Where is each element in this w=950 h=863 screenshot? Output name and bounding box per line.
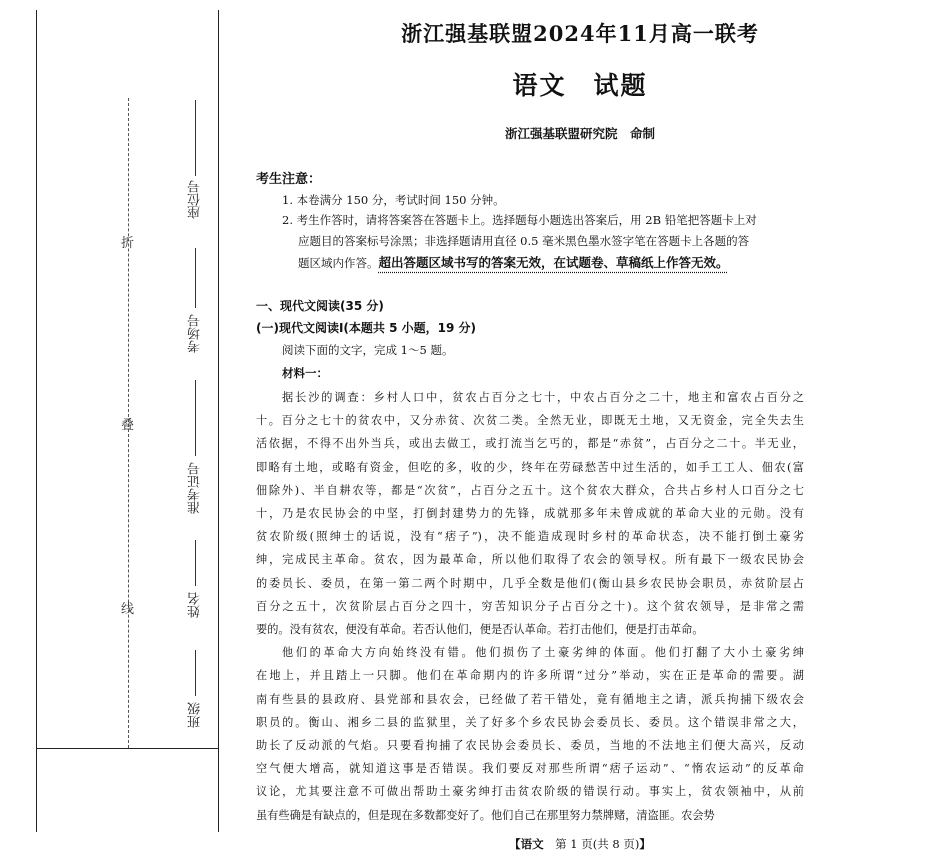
- exam-title: 浙江强基联盟2024年11月高一联考: [401, 21, 759, 46]
- passage-line: 南有些县的县政府、县党部和县农会，已经做了若干错处，竟有循地主之请，派兵拘捕下级农会: [256, 692, 804, 706]
- field-class-label: 班级: [188, 702, 203, 728]
- fold-char-1: 折: [121, 236, 135, 251]
- passage-line: 活依据，不得不出外当兵，或出去做工，或打流当乞丐的，都是“赤贫”，占百分之二十。半无业，: [256, 437, 804, 451]
- passage-line: 虽有些确是有缺点的，但是现在多数都变好了。他们自己在那里努力禁牌赌，清盗匪。农会势: [256, 808, 715, 822]
- notice-item-1: 1. 本卷满分 150 分，考试时间 150 分钟。: [282, 193, 505, 207]
- passage-line: 的委员长、委员，在第一第二两个时期中，几乎全数是他们(衡山县乡农民协会职员，赤贫阶层占: [256, 576, 804, 590]
- notice-item-2-line-2: 应题目的答案标号涂黑；非选择题请用直径 0.5 毫米黑色墨水签字笔在答题卡上各题的答: [298, 234, 750, 248]
- material-label: 材料一：: [282, 366, 328, 380]
- field-exam-room[interactable]: [186, 248, 210, 378]
- footer-subject-tag: 语文: [520, 837, 544, 851]
- passage-line: 即略有土地，或略有资金，但吃的多，收的少，终年在劳碌愁苦中过生活的，如手工工人、佃农(富: [256, 460, 804, 474]
- field-class[interactable]: [186, 650, 210, 750]
- passage-line: 他们的革命大方向始终没有错。他们损伤了土豪劣绅的体面。他们打翻了大小土豪劣绅: [282, 646, 804, 660]
- passage-line: 助长了反动派的气焰。只要看拘捕了农民协会委员长、委员，当地的不法地主们便大高兴，反动: [256, 739, 804, 752]
- passage-line: 十。百分之七十的贫农中，又分赤贫、次贫二类。全然无业，即既无土地，又无资金，完全失去生: [256, 414, 804, 428]
- passage-line: 百分之五十，次贫阶层占百分之四十，穷苦知识分子占百分之十)。这个贫农领导，是非常之需: [256, 599, 804, 613]
- field-name[interactable]: [186, 540, 210, 650]
- passage-line: 绅，完成民主革命。贫农，因为最革命，所以他们取得了农会的领导权。所有最下一级农民协会: [256, 553, 804, 567]
- passage-line: 在地上，并且踏上一只脚。他们在革命期内的许多所谓“过分”举动，实在正是革命的需要。湖: [256, 669, 804, 683]
- field-exam-room-label: 考场号: [188, 314, 203, 353]
- field-class-line: [195, 650, 196, 696]
- notice-emphasis: 超出答题区域书写的答案无效，在试题卷、草稿纸上作答无效。: [378, 255, 729, 270]
- sub-section-heading: (一)现代文阅读Ⅰ(本题共 5 小题，19 分): [256, 321, 476, 335]
- passage-line: 议论，尤其要注意不可做出帮助土豪劣绅打击贫农阶级的错误行动。事实上，贫农领袖中，从前: [256, 785, 804, 799]
- field-name-line: [195, 540, 196, 586]
- section-heading: 一、现代文阅读(35 分): [256, 299, 384, 313]
- field-admission-ticket-label: 准考证号: [188, 462, 203, 514]
- page-footer: 【语文 第 1 页(共 8 页)】: [509, 837, 651, 851]
- field-admission-ticket-line: [195, 380, 196, 456]
- binding-strip-outer-line: [36, 10, 37, 832]
- notice-item-2-line-3: [298, 253, 729, 271]
- binding-strip-inner-line: [218, 10, 219, 832]
- field-seat-number[interactable]: [186, 100, 210, 240]
- fold-char-3: 线: [121, 602, 135, 617]
- passage-line: 职员的。衡山、湘乡二县的监狱里，关了好多个乡农民协会委员长、委员。这个错误非常之大，: [256, 715, 804, 729]
- notice-heading: 考生注意：: [256, 172, 322, 187]
- passage-line: 十，乃是农民协会的中坚，打倒封建势力的先锋，成就那多年未曾成就的革命大业的元勋。没有: [256, 507, 804, 520]
- exam-publisher: 浙江强基联盟研究院 命制: [504, 126, 655, 141]
- notice-item-2-line-3-plain: 题区域内作答。: [298, 256, 379, 270]
- field-seat-number-label: 座位号: [188, 180, 203, 219]
- passage-line: 要的。没有贫农，便没有革命。若否认他们，便是否认革命。若打击他们，便是打击革命。: [256, 623, 704, 636]
- passage-line: 贫农阶级(照绅士的话说，没有“痞子”)，决不能造成现时乡村的革命状态，决不能打倒土豪劣: [256, 530, 804, 544]
- notice-item-2-line-1: 2. 考生作答时，请将答案答在答题卡上。选择题每小题选出答案后，用 2B 铅笔把答题卡上对: [282, 213, 757, 227]
- footer-page-info: 第 1 页(共 8 页): [555, 837, 640, 851]
- fold-char-2: 叠: [121, 418, 135, 433]
- field-exam-room-line: [195, 248, 196, 308]
- field-seat-number-line: [195, 100, 196, 176]
- reading-instruction: 阅读下面的文字，完成 1～5 题。: [282, 343, 454, 357]
- field-name-label: 姓名: [188, 592, 203, 618]
- passage-line: 空气便大增高，就知道这事是否错误。我们要反对那些所谓“痞子运动”、“惰农运动”的反革命: [256, 762, 804, 776]
- field-admission-ticket[interactable]: [186, 380, 210, 540]
- passage-line: 据长沙的调查：乡村人口中，贫农占百分之七十，中农占百分之二十，地主和富农占百分之: [282, 391, 804, 404]
- exam-subject: 语文 试题: [512, 71, 648, 100]
- passage-line: 佃除外)、半自耕农等，都是“次贫”，占百分之五十。这个贫农大群众，合共占乡村人口百分之七: [256, 483, 804, 497]
